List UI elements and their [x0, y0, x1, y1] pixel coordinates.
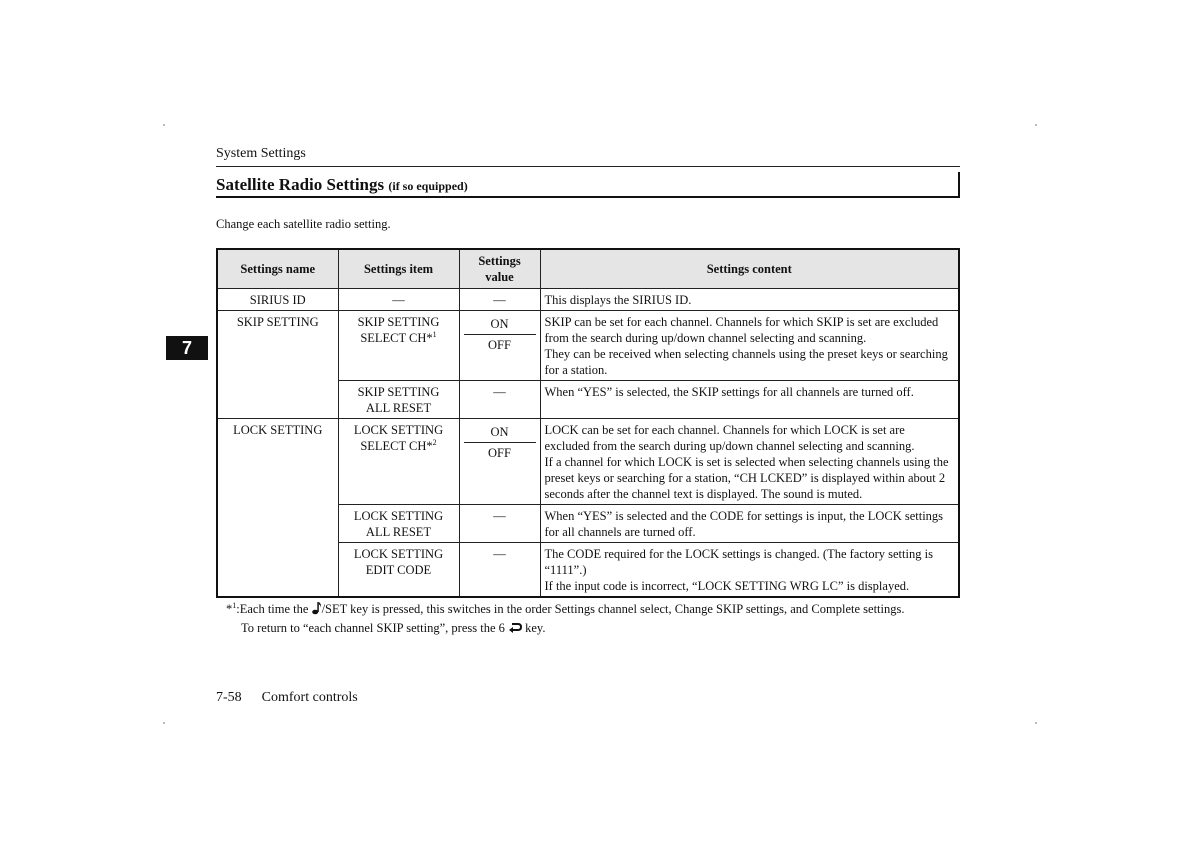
header-value-line1: Settings [478, 254, 521, 268]
cell-content: When “YES” is selected, the SKIP settings for all channels are turned off. [540, 381, 959, 419]
item-line1: LOCK SETTING [353, 509, 444, 523]
item-footnote-ref: 1 [432, 330, 437, 339]
cell-value [459, 419, 540, 505]
settings-table [216, 248, 960, 598]
chapter-name: Comfort controls [261, 690, 358, 705]
title-bar [216, 172, 960, 198]
header-settings-item: Settings item [338, 249, 459, 289]
cell-content [540, 419, 959, 505]
chapter-tab: 7 [166, 336, 208, 360]
cell-item [338, 419, 459, 505]
item-line2: ALL RESET [365, 401, 432, 415]
value-on: ON [490, 317, 509, 331]
page-title [216, 175, 468, 195]
table-row [217, 289, 959, 311]
footnote [226, 601, 904, 619]
item-line2: EDIT CODE [365, 563, 432, 577]
item-line1: SKIP SETTING [357, 385, 440, 399]
music-note-icon [312, 601, 322, 619]
page-title-text: Satellite Radio Settings [216, 175, 385, 194]
content-line: If a channel for which LOCK is set is selected when selecting channels using the [544, 455, 949, 469]
table-header-row [217, 249, 959, 289]
intro-text: Change each satellite radio setting. [216, 217, 391, 231]
footnote-mark: * [226, 602, 233, 616]
cell-content [540, 311, 959, 381]
cell-item: — [338, 289, 459, 311]
cell-value [459, 311, 540, 381]
content-line: for all channels are turned off. [544, 525, 696, 539]
footnote-number: 1 [232, 601, 237, 610]
content-line: SKIP can be set for each channel. Channels for which SKIP is set are excluded [544, 315, 939, 329]
page-footer [216, 690, 358, 706]
content-line: If the input code is incorrect, “LOCK SETTING WRG LC” is displayed. [544, 579, 910, 593]
header-settings-name: Settings name [217, 249, 338, 289]
content-line: LOCK can be set for each channel. Channels for which LOCK is set are [544, 423, 905, 437]
page-title-suffix: (if so equipped) [388, 179, 468, 193]
cell-item [338, 311, 459, 381]
section-divider [216, 166, 960, 167]
cell-item [338, 505, 459, 543]
item-line1: SKIP SETTING [357, 315, 440, 329]
footnote-text: :Each time the [236, 602, 309, 616]
footnote-text: To return to “each channel SKIP setting”, press the 6 [241, 621, 505, 635]
item-line2: SELECT CH* [360, 439, 433, 453]
content-line: from the search during up/down channel selecting and scanning. [544, 331, 867, 345]
item-line2: SELECT CH* [360, 331, 433, 345]
footnote-continued [241, 621, 546, 638]
cell-name: LOCK SETTING [217, 419, 338, 598]
header-settings-value [459, 249, 540, 289]
footnote-text: /SET key is pressed, this switches in the order Settings channel select, Change SKIP settings, and Complete settings. [321, 602, 905, 616]
item-line1: LOCK SETTING [353, 423, 444, 437]
cell-item [338, 381, 459, 419]
section-heading: System Settings [216, 146, 306, 161]
value-on: ON [490, 425, 509, 439]
footnote-text: key. [525, 621, 546, 635]
table-row [217, 419, 959, 505]
content-line: When “YES” is selected and the CODE for settings is input, the LOCK settings [544, 509, 944, 523]
crop-mark [163, 722, 165, 724]
content-line: for a station. [544, 363, 608, 377]
cell-value: — [459, 505, 540, 543]
item-line2: ALL RESET [365, 525, 432, 539]
crop-mark [1035, 722, 1037, 724]
content-line: “1111”.) [544, 563, 587, 577]
content-line: excluded from the search during up/down channel selecting and scanning. [544, 439, 915, 453]
cell-value: — [459, 381, 540, 419]
cell-content [540, 543, 959, 598]
table-row [217, 311, 959, 381]
cell-name: SKIP SETTING [217, 311, 338, 419]
content-line: The CODE required for the LOCK settings is changed. (The factory setting is [544, 547, 933, 561]
page-number: 7-58 [216, 690, 242, 705]
cell-item [338, 543, 459, 598]
cell-name: SIRIUS ID [217, 289, 338, 311]
value-off: OFF [464, 334, 536, 354]
cell-value: — [459, 543, 540, 598]
crop-mark [163, 124, 165, 126]
item-line1: LOCK SETTING [353, 547, 444, 561]
cell-content: This displays the SIRIUS ID. [540, 289, 959, 311]
header-value-line2: value [485, 270, 514, 284]
return-arrow-icon [508, 622, 522, 638]
cell-content [540, 505, 959, 543]
content-line: seconds after the channel text is displayed. The sound is muted. [544, 487, 863, 501]
content-line: They can be received when selecting channels using the preset keys or searching [544, 347, 948, 361]
cell-value: — [459, 289, 540, 311]
crop-mark [1035, 124, 1037, 126]
content-line: preset keys or searching for a station, “CH LCKED” is displayed within about 2 [544, 471, 946, 485]
header-settings-content: Settings content [540, 249, 959, 289]
item-footnote-ref: 2 [432, 438, 437, 447]
value-off: OFF [464, 442, 536, 462]
